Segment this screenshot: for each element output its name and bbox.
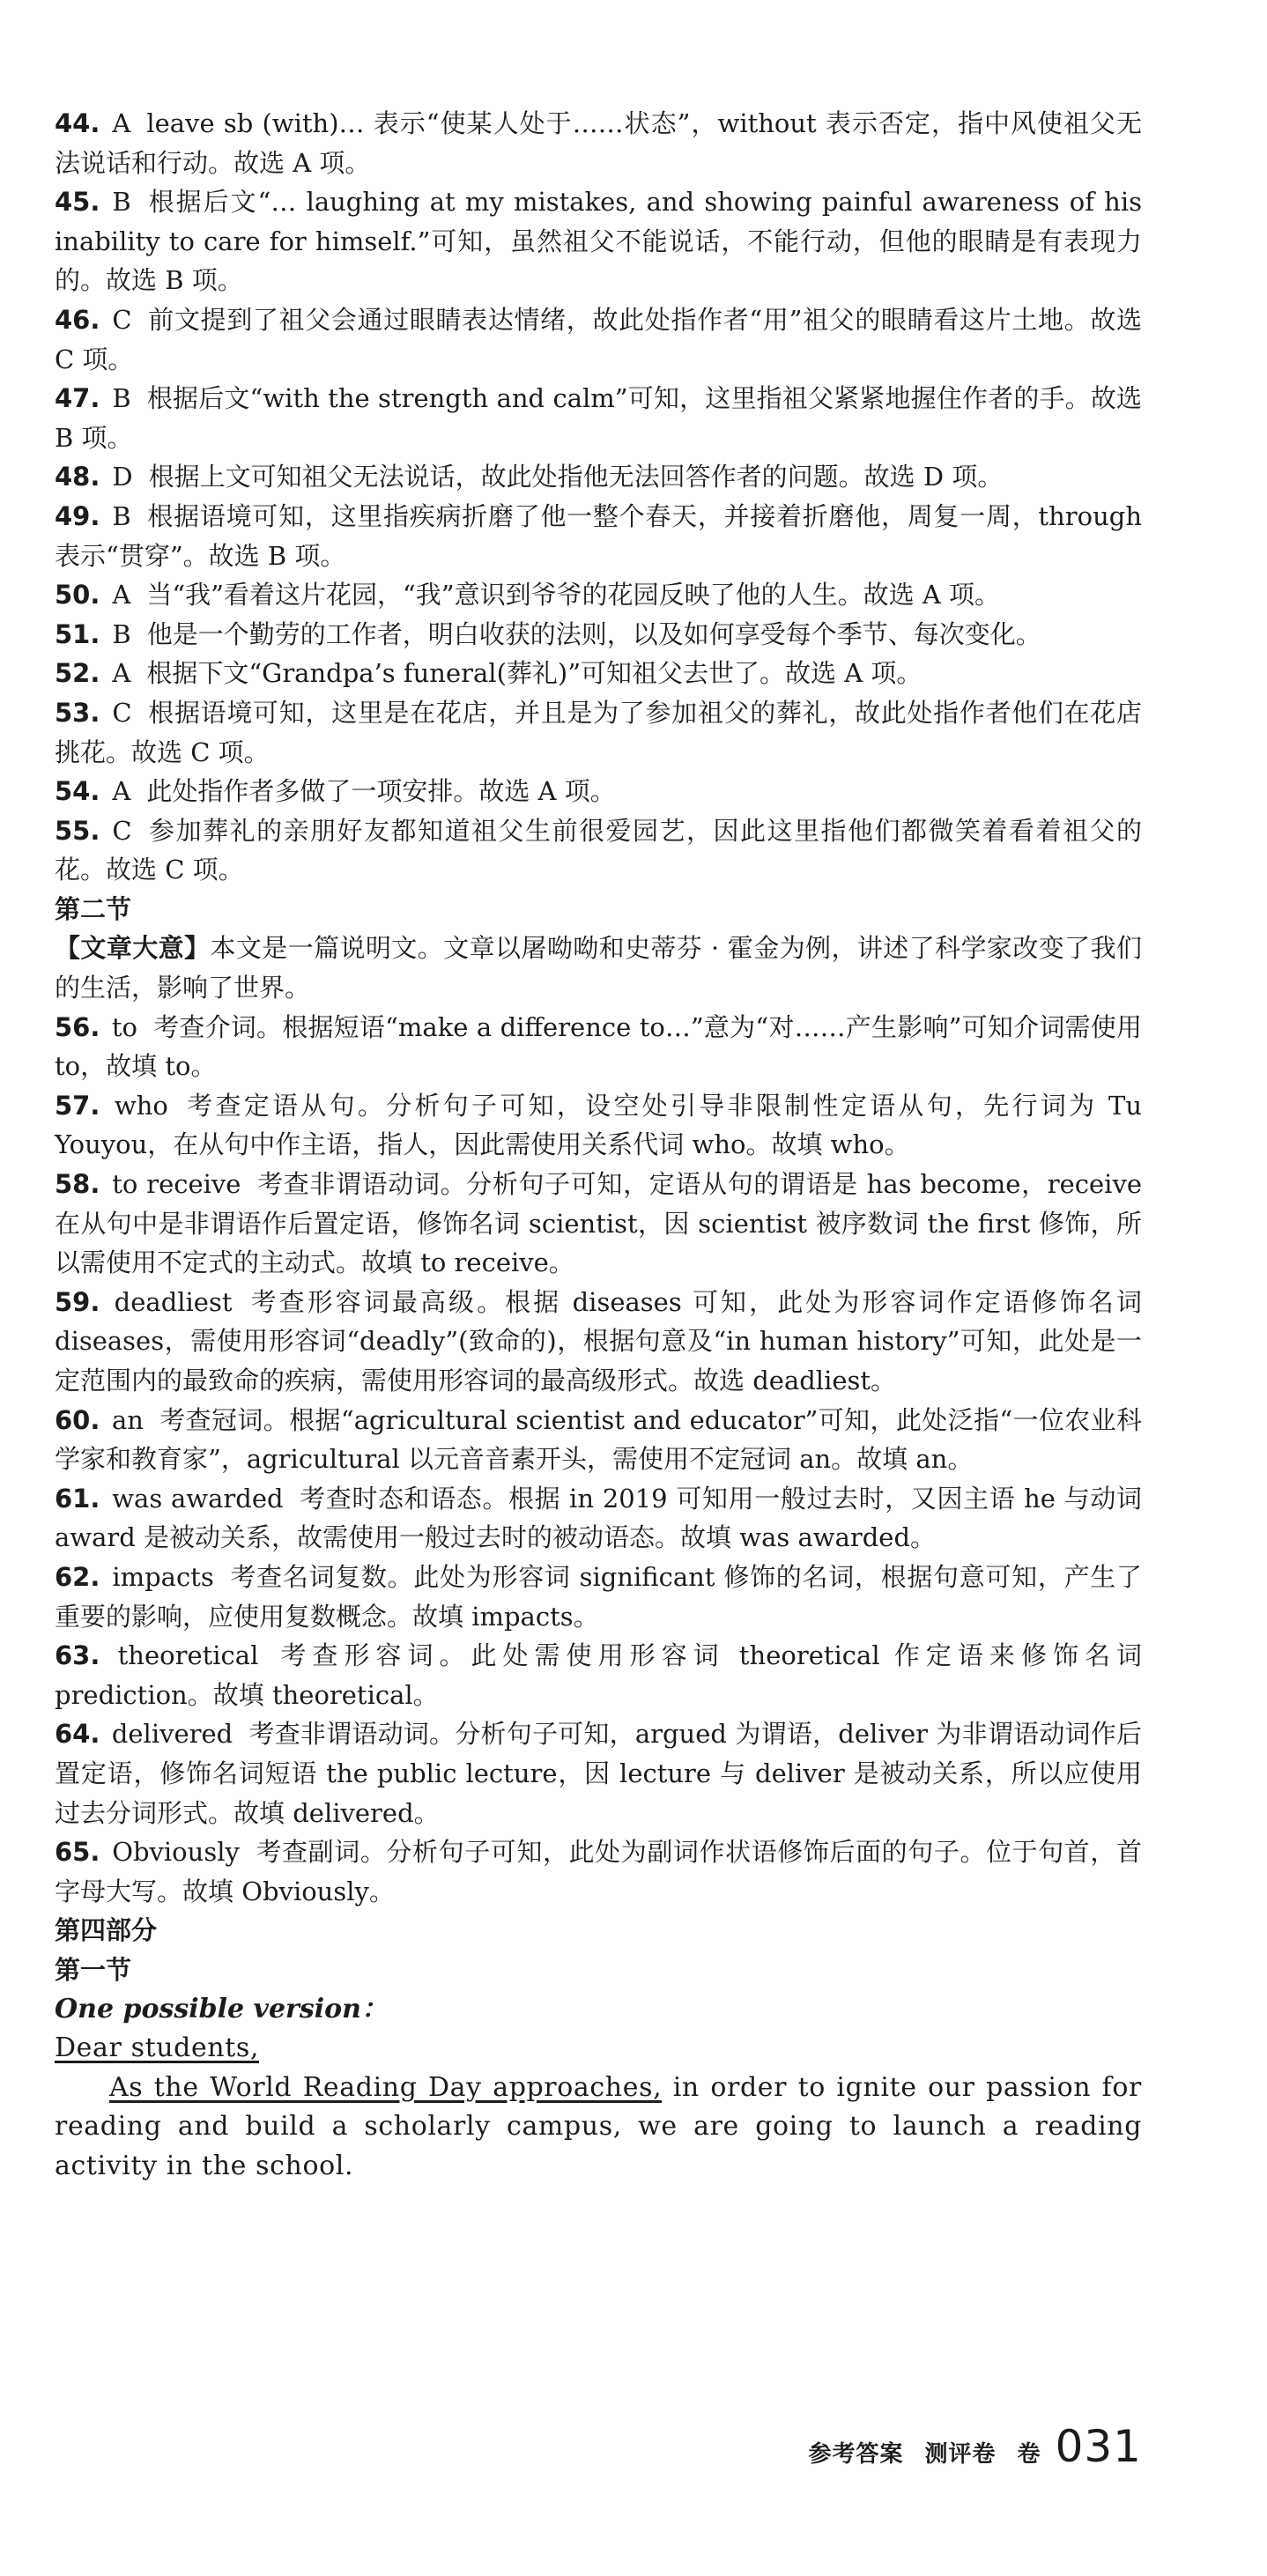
blank-57: 57. who 考查定语从句。分析句子可知，设空处引导非限制性定语从句，先行词为 Tu Youyou，在从句中作主语，指人，因此需使用关系代词 who。故填 who。 <box>55 1090 1142 1160</box>
answer-54: 54. A 此处指作者多做了一项安排。故选 A 项。 <box>55 776 616 807</box>
blank-60: 60. an 考查冠词。根据“agricultural scientist and educator”可知，此处泛指“一位农业科学家和教育家”，agricultural 以元音音素开头，需使用不定冠词 an。故填 an。 <box>55 1404 1142 1475</box>
blank-63: 63. theoretical 考查形容词。此处需使用形容词 theoretical 作定语来修饰名词 prediction。故填 theoretical。 <box>55 1640 1143 1710</box>
answer-list-section-2 <box>55 1008 1142 1912</box>
answer-51: 51. B 他是一个勤劳的工作者，明白收获的法则，以及如何享受每个季节、每次变化。 <box>55 618 1041 649</box>
blank-61: 61. was awarded 考查时态和语态。根据 in 2019 可知用一般过去时，又因主语 he 与动词 award 是被动关系，故需使用一般过去时的被动语态。故填 was awarded。 <box>55 1483 1142 1553</box>
answer-52: 52. A 根据下文“Grandpa’s funeral(葬礼)”可知祖父去世了。故选 A 项。 <box>55 658 922 689</box>
footer-test-label: 测评卷 <box>924 2441 997 2468</box>
article-summary: 【文章大意】本文是一篇说明文。文章以屠呦呦和史蒂芬 · 霍金为例，讲述了科学家改变了我们的生活，影响了世界。 <box>55 933 1142 1003</box>
essay-paragraph: As the World Reading Day approaches, in order to ignite our passion for reading and build a scholarly campus, we are going to launch a reading activity in the school. <box>55 2071 1142 2181</box>
answer-55: 55. C 参加葬礼的亲朋好友都知道祖父生前很爱园艺，因此这里指他们都微笑着看着祖父的花。故选 C 项。 <box>55 815 1142 885</box>
part-4-heading: 第四部分 <box>55 1915 158 1946</box>
answer-48: 48. D 根据上文可知祖父无法说话，故此处指他无法回答作者的问题。故选 D 项。 <box>55 462 1004 492</box>
possible-version-label: One possible version： <box>55 1993 388 2025</box>
answer-50: 50. A 当“我”看着这片花园，“我”意识到爷爷的花园反映了他的人生。故选 A 项。 <box>55 580 1001 611</box>
summary-label: 【文章大意】 <box>55 933 211 964</box>
answer-page <box>55 104 1142 2186</box>
answer-46: 46. C 前文提到了祖父会通过眼睛表达情绪，故此处指作者“用”祖父的眼睛看这片土地。故选 C 项。 <box>55 304 1142 374</box>
essay-salutation: Dear students, <box>55 2032 260 2064</box>
answer-53: 53. C 根据语境可知，这里是在花店，并且是为了参加祖父的葬礼，故此处指作者他们在花店挑花。故选 C 项。 <box>55 697 1142 767</box>
answer-47: 47. B 根据后文“with the strength and calm”可知，这里指祖父紧紧地握住作者的手。故选 B 项。 <box>55 383 1142 453</box>
essay-lead-underlined: As the World Reading Day approaches, <box>109 2071 663 2103</box>
answer-45: 45. B 根据后文“… laughing at my mistakes, and showing painful awareness of his inability to care for himself.”可知，虽然祖父不能说话，不能行动，但他的眼睛是有表现力的。故选 B 项。 <box>55 187 1142 296</box>
section-2-heading: 第二节 <box>55 893 132 924</box>
page-footer <box>809 2421 1142 2472</box>
blank-65: 65. Obviously 考查副词。分析句子可知，此处为副词作状语修饰后面的句子。位于句首，首字母大写。故填 Obviously。 <box>55 1837 1142 1906</box>
part-4-section-heading: 第一节 <box>55 1954 132 1985</box>
footer-volume-label: 卷 <box>1017 2441 1041 2468</box>
blank-62: 62. impacts 考查名词复数。此处为形容词 significant 修饰的名词，根据句意可知，产生了重要的影响，应使用复数概念。故填 impacts。 <box>55 1561 1142 1632</box>
answer-44: 44. A leave sb (with)… 表示“使某人处于……状态”，without 表示否定，指中风使祖父无法说话和行动。故选 A 项。 <box>55 108 1142 178</box>
footer-answer-label: 参考答案 <box>808 2441 904 2468</box>
page-number: 031 <box>1055 2421 1142 2472</box>
blank-58: 58. to receive 考查非谓语动词。分析句子可知，定语从句的谓语是 has become，receive 在从句中是非谓语作后置定语，修饰名词 scientist，因 scientist 被序数词 the first 修饰，所以需使用不定式的主动式。故填 to receive。 <box>55 1169 1143 1278</box>
blank-59: 59. deadliest 考查形容词最高级。根据 diseases 可知，此处为形容词作定语修饰名词 diseases，需使用形容词“deadly”(致命的)，根据句意及“in human history”可知，此处是一定范围内的最致命的疾病，需使用形容词的最高级形式。故选 deadliest。 <box>55 1286 1143 1395</box>
answer-list-section-1 <box>55 104 1142 890</box>
answer-49: 49. B 根据语境可知，这里指疾病折磨了他一整个春天，并接着折磨他，周复一周，through 表示“贯穿”。故选 B 项。 <box>55 500 1142 571</box>
blank-64: 64. delivered 考查非谓语动词。分析句子可知，argued 为谓语，deliver 为非谓语动词作后置定语，修饰名词短语 the public lecture，因 lecture 与 deliver 是被动关系，所以应使用过去分词形式。故填 delivered。 <box>55 1719 1143 1828</box>
blank-56: 56. to 考查介词。根据短语“make a difference to…”意为“对……产生影响”可知介词需使用 to，故填 to。 <box>55 1011 1142 1082</box>
